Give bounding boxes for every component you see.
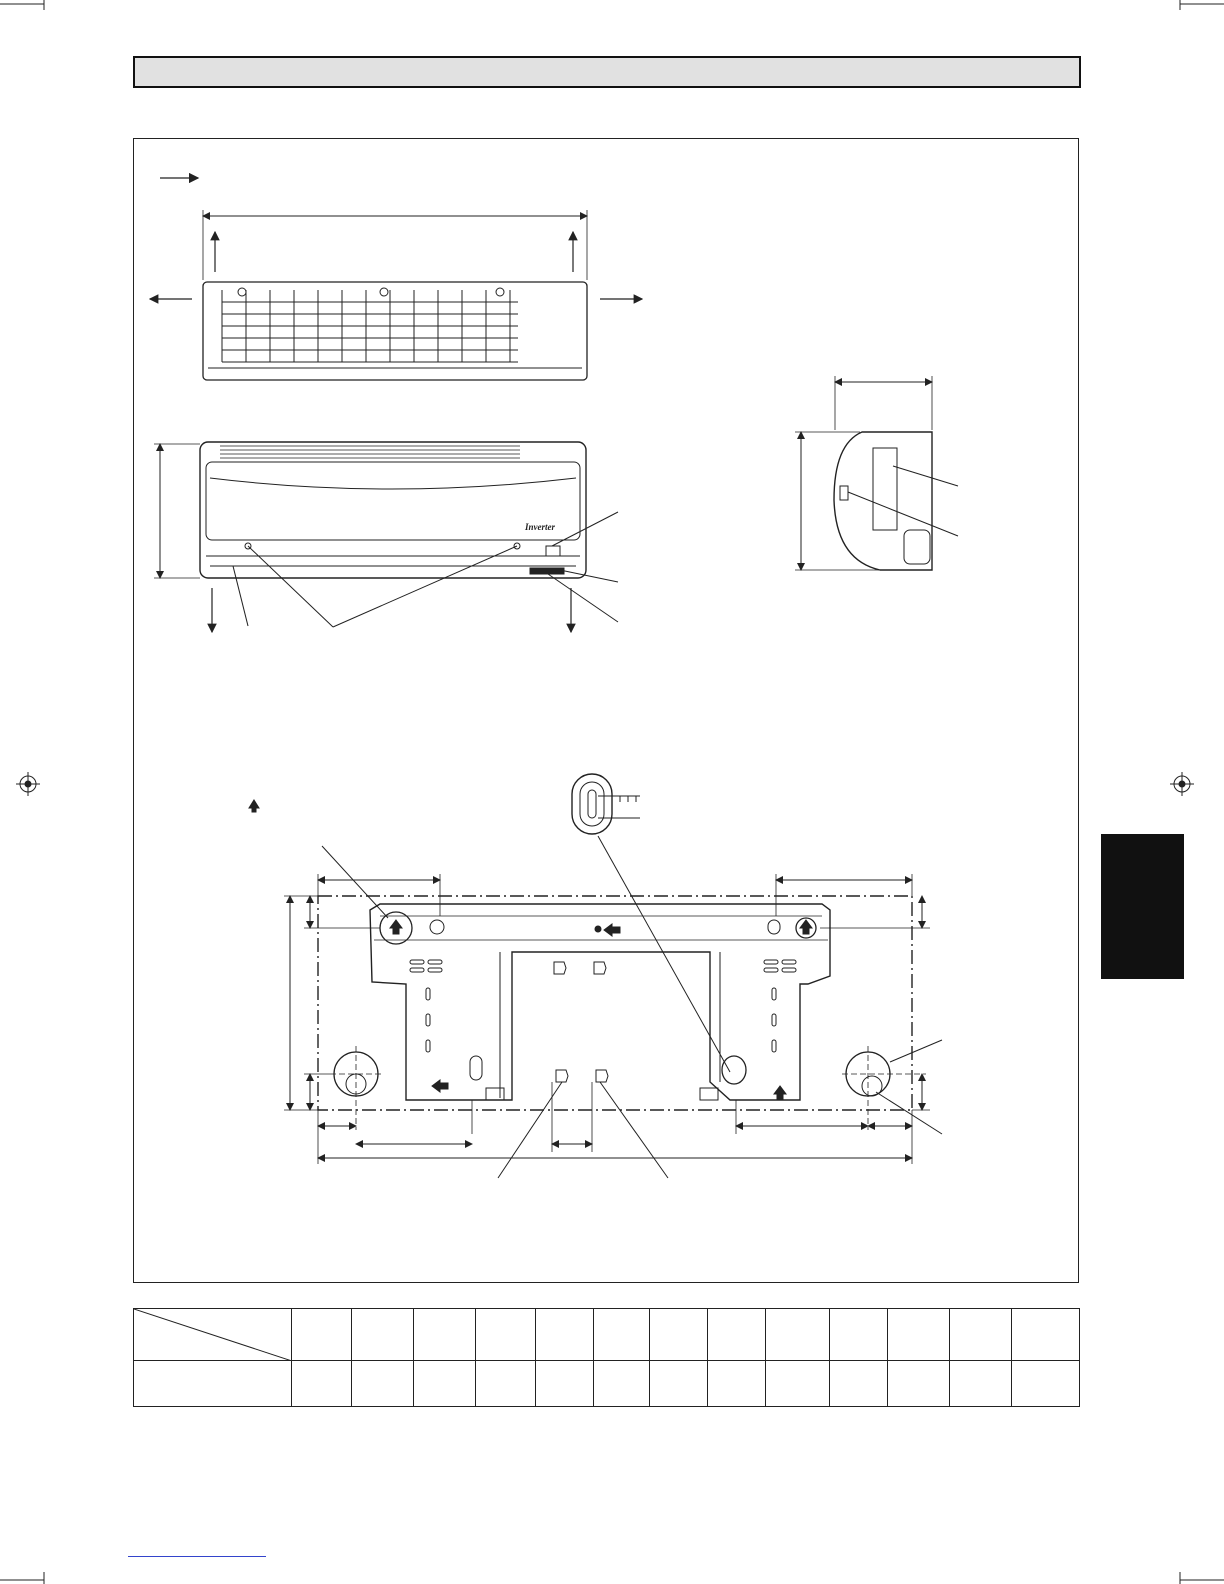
spec-table-cell <box>594 1361 650 1407</box>
spec-table-cell <box>292 1361 352 1407</box>
side-view <box>795 376 958 570</box>
spec-table-cell <box>414 1361 476 1407</box>
spec-table-cell <box>708 1361 766 1407</box>
spec-table-header-row <box>134 1309 1080 1361</box>
spec-table-cell <box>352 1361 414 1407</box>
spec-table-header-cell <box>766 1309 830 1361</box>
spec-table-header-cell <box>1012 1309 1080 1361</box>
spec-table-row <box>134 1361 1080 1407</box>
registration-mark-icon-right <box>1170 772 1194 796</box>
level-gauge <box>572 774 612 834</box>
spec-table-header-cell <box>594 1309 650 1361</box>
spec-table <box>133 1308 1080 1407</box>
registration-mark-icon-left <box>16 772 40 796</box>
spec-table-header-cell <box>414 1309 476 1361</box>
spec-table-header-cell <box>950 1309 1012 1361</box>
spec-table-cell <box>650 1361 708 1407</box>
spec-table-header-cell <box>292 1309 352 1361</box>
diagonal-divider <box>134 1309 292 1361</box>
unit-side-body <box>834 432 932 570</box>
footer-link[interactable] <box>128 1556 266 1557</box>
top-view <box>150 210 642 380</box>
spec-table-corner-cell <box>134 1309 292 1361</box>
up-arrow-icon-plate-lower <box>774 1086 786 1100</box>
spec-table-header-cell <box>830 1309 888 1361</box>
spec-table-header-cell <box>888 1309 950 1361</box>
spec-table-header-cell <box>650 1309 708 1361</box>
unit-top-body <box>203 282 587 380</box>
spec-table-cell <box>1012 1361 1080 1407</box>
installation-plate <box>16 772 1194 1178</box>
spec-table-cell <box>476 1361 536 1407</box>
left-arrow-icon-plate-center <box>604 924 620 936</box>
front-view <box>154 442 618 632</box>
left-arrow-icon-plate-lower <box>432 1080 448 1092</box>
spec-table-cell <box>830 1361 888 1407</box>
brand-logo: Inverter <box>525 522 555 532</box>
spec-table-cell <box>766 1361 830 1407</box>
up-arrow-icon-plate-right <box>800 920 812 934</box>
up-arrow-icon <box>249 800 259 812</box>
spec-table-header-cell <box>708 1309 766 1361</box>
spec-table-header-cell <box>536 1309 594 1361</box>
spec-table-cell <box>950 1361 1012 1407</box>
spec-table-row-label <box>134 1361 292 1407</box>
spec-table-cell <box>888 1361 950 1407</box>
section-side-tab <box>1101 834 1184 979</box>
spec-table-cell <box>536 1361 594 1407</box>
spec-table-header-cell <box>352 1309 414 1361</box>
spec-table-header-cell <box>476 1309 536 1361</box>
up-arrow-icon-plate-left <box>390 920 402 934</box>
